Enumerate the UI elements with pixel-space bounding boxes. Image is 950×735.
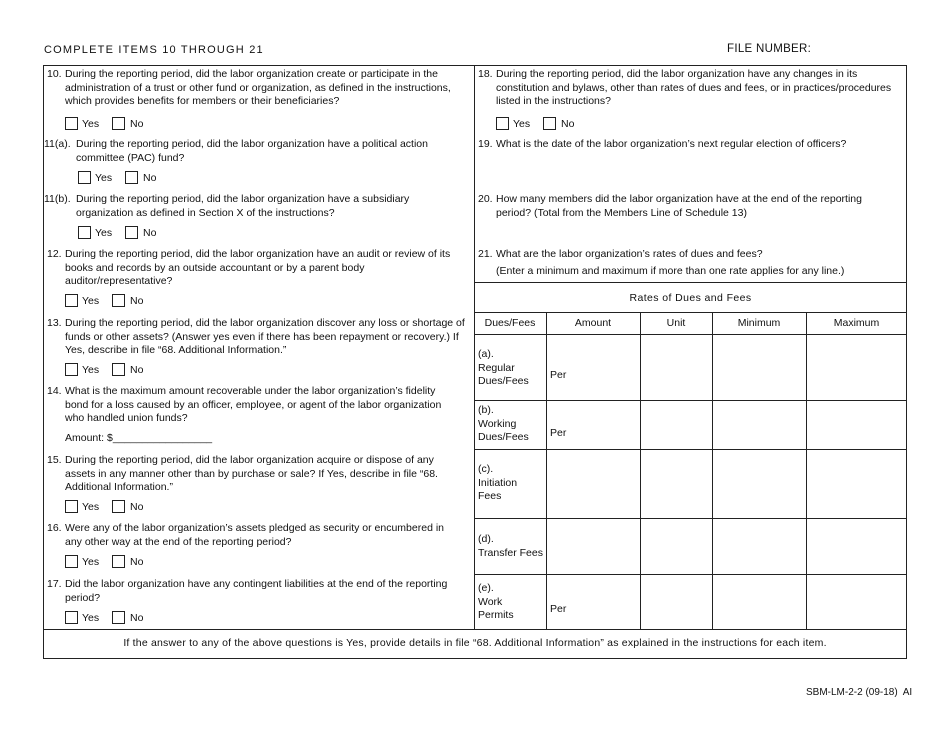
question-11a-text: During the reporting period, did the labor organization have a political action committee (PAC) fund?: [76, 138, 428, 164]
col-header-dues-fees: Dues/Fees: [484, 317, 536, 329]
row-b-unit-cell[interactable]: [641, 401, 712, 449]
yes-label: Yes: [82, 612, 100, 624]
row-label-transfer-fees: (d). Transfer Fees: [478, 533, 543, 559]
no-label: No: [130, 118, 144, 130]
row-d-maximum-cell[interactable]: [807, 519, 906, 574]
question-16-answers: [65, 555, 185, 570]
question-14-text: What is the maximum amount recoverable under the labor organization’s fidelity bond for a loss caused by an officer, employee, or agent of the labor organization who handled union funds?: [65, 385, 442, 424]
row-e-minimum-cell[interactable]: [713, 575, 806, 629]
question-18-yes-checkbox[interactable]: [496, 117, 509, 130]
question-13-answers: [65, 363, 185, 378]
col-header-minimum: Minimum: [737, 317, 781, 329]
question-17-text: Did the labor organization have any contingent liabilities at the end of the reporting period?: [65, 578, 448, 604]
row-c-unit-cell[interactable]: [641, 450, 712, 518]
question-13-yes-checkbox[interactable]: [65, 363, 78, 376]
file-number-label: FILE NUMBER:: [727, 43, 812, 55]
row-d-unit-cell[interactable]: [641, 519, 712, 574]
question-10-no-checkbox[interactable]: [112, 117, 125, 130]
question-17-yes-checkbox[interactable]: [65, 611, 78, 624]
col-header-amount: Amount: [574, 317, 612, 329]
question-15-yes-checkbox[interactable]: [65, 500, 78, 513]
question-17-no-checkbox[interactable]: [112, 611, 125, 624]
question-12-yes-checkbox[interactable]: [65, 294, 78, 307]
question-16-no-checkbox[interactable]: [112, 555, 125, 568]
table-top-border: [474, 282, 907, 283]
question-10-text: During the reporting period, did the labor organization create or participate in the administration of a trust or other fund or organization, as defined in the instructions, which provides benefits for members or their beneficiaries?: [65, 68, 451, 107]
question-21-text: What are the labor organization’s rates of dues and fees?: [496, 248, 763, 260]
row-d-minimum-cell[interactable]: [713, 519, 806, 574]
instruction-header: COMPLETE ITEMS 10 THROUGH 21: [44, 44, 264, 56]
row-b-amount[interactable]: Per: [550, 427, 567, 439]
question-11b-answers: [78, 226, 198, 241]
column-divider: [474, 65, 475, 629]
row-e-amount[interactable]: Per: [550, 603, 567, 615]
no-label: No: [130, 295, 144, 307]
row-label-regular-dues: (a). Regular Dues/Fees: [478, 348, 529, 387]
question-21-subtext: (Enter a minimum and maximum if more than one rate applies for any line.): [496, 265, 845, 277]
table-col-divider: [546, 312, 547, 629]
question-16-text: Were any of the labor organization’s assets pledged as security or encumbered in any other way at the end of the reporting period?: [65, 522, 444, 548]
question-17-number: 17.: [47, 578, 62, 590]
row-label-working-dues: (b). Working Dues/Fees: [478, 404, 529, 443]
fidelity-bond-amount-field[interactable]: Amount: $_________________: [65, 432, 213, 444]
question-20-text: How many members did the labor organization have at the end of the reporting period? (Total from the Members Line of Schedule 13): [496, 193, 862, 219]
no-label: No: [130, 612, 144, 624]
question-19-number: 19.: [478, 138, 493, 150]
question-16-yes-checkbox[interactable]: [65, 555, 78, 568]
no-label: No: [143, 227, 157, 239]
question-18-number: 18.: [478, 68, 493, 80]
question-12-no-checkbox[interactable]: [112, 294, 125, 307]
question-11b-no-checkbox[interactable]: [125, 226, 138, 239]
yes-label: Yes: [82, 295, 100, 307]
row-label-work-permits: (e). Work Permits: [478, 582, 514, 621]
row-b-minimum-cell[interactable]: [713, 401, 806, 449]
row-c-maximum-cell[interactable]: [807, 450, 906, 518]
dues-table-title: Rates of Dues and Fees: [629, 292, 752, 304]
no-label: No: [130, 501, 144, 513]
question-10-number: 10.: [47, 68, 62, 80]
yes-label: Yes: [82, 118, 100, 130]
question-19-text: What is the date of the labor organization’s next regular election of officers?: [496, 138, 847, 150]
no-label: No: [143, 172, 157, 184]
question-18-no-checkbox[interactable]: [543, 117, 556, 130]
question-12-text: During the reporting period, did the labor organization have an audit or review of its books and records by an outside accountant or by a parent body auditor/representative?: [65, 248, 451, 287]
row-c-minimum-cell[interactable]: [713, 450, 806, 518]
no-label: No: [561, 118, 575, 130]
question-15-number: 15.: [47, 454, 62, 466]
question-21-number: 21.: [478, 248, 493, 260]
question-14-number: 14.: [47, 385, 62, 397]
question-10-yes-checkbox[interactable]: [65, 117, 78, 130]
question-15-answers: [65, 500, 185, 515]
footer-instruction: If the answer to any of the above questions is Yes, provide details in file “68. Additional Information” as explained in the instructions for each item.: [123, 637, 827, 649]
yes-label: Yes: [95, 172, 113, 184]
question-18-answers: [496, 117, 616, 132]
question-11a-number: 11(a).: [44, 138, 71, 150]
yes-label: Yes: [82, 556, 100, 568]
yes-label: Yes: [95, 227, 113, 239]
question-12-number: 12.: [47, 248, 62, 260]
question-11a-answers: [78, 171, 198, 186]
row-a-unit-cell[interactable]: [641, 335, 712, 400]
table-title-divider: [474, 312, 907, 313]
question-15-text: During the reporting period, did the labor organization acquire or dispose of any assets in any manner other than by purchase or sale? If Yes, describe in file “68. Additional Information.”: [65, 454, 438, 493]
no-label: No: [130, 364, 144, 376]
question-12-answers: [65, 294, 185, 309]
question-16-number: 16.: [47, 522, 62, 534]
no-label: No: [130, 556, 144, 568]
question-10-answers: [65, 117, 185, 132]
question-11b-number: 11(b).: [44, 193, 71, 205]
question-18-text: During the reporting period, did the labor organization have any changes in its constitution and bylaws, other than rates of dues and fees, or in practices/procedures listed in the instructions?: [496, 68, 892, 107]
col-header-unit: Unit: [666, 317, 686, 329]
row-a-minimum-cell[interactable]: [713, 335, 806, 400]
row-b-maximum-cell[interactable]: [807, 401, 906, 449]
question-20-number: 20.: [478, 193, 493, 205]
question-15-no-checkbox[interactable]: [112, 500, 125, 513]
row-a-maximum-cell[interactable]: [807, 335, 906, 400]
yes-label: Yes: [513, 118, 531, 130]
question-11b-yes-checkbox[interactable]: [78, 226, 91, 239]
question-17-answers: [65, 611, 185, 626]
col-header-maximum: Maximum: [833, 317, 880, 329]
question-13-number: 13.: [47, 317, 62, 329]
footer-divider: [43, 629, 907, 630]
row-a-amount[interactable]: Per: [550, 369, 567, 381]
yes-label: Yes: [82, 364, 100, 376]
question-13-no-checkbox[interactable]: [112, 363, 125, 376]
form-identifier: SBM-LM-2-2 (09-18) AI: [806, 687, 913, 698]
row-label-initiation-fees: (c). Initiation Fees: [478, 463, 518, 502]
row-e-unit-cell[interactable]: [641, 575, 712, 629]
row-e-maximum-cell[interactable]: [807, 575, 906, 629]
question-11a-yes-checkbox[interactable]: [78, 171, 91, 184]
question-11a-no-checkbox[interactable]: [125, 171, 138, 184]
question-13-text: During the reporting period, did the labor organization discover any loss or shortage of funds or other assets? (Answer yes even if there has been repayment or recovery.) If Yes, describe in file “68. Additional Information.”: [65, 317, 465, 356]
question-11b-text: During the reporting period, did the labor organization have a subsidiary organization as defined in Section X of the instructions?: [76, 193, 410, 219]
yes-label: Yes: [82, 501, 100, 513]
